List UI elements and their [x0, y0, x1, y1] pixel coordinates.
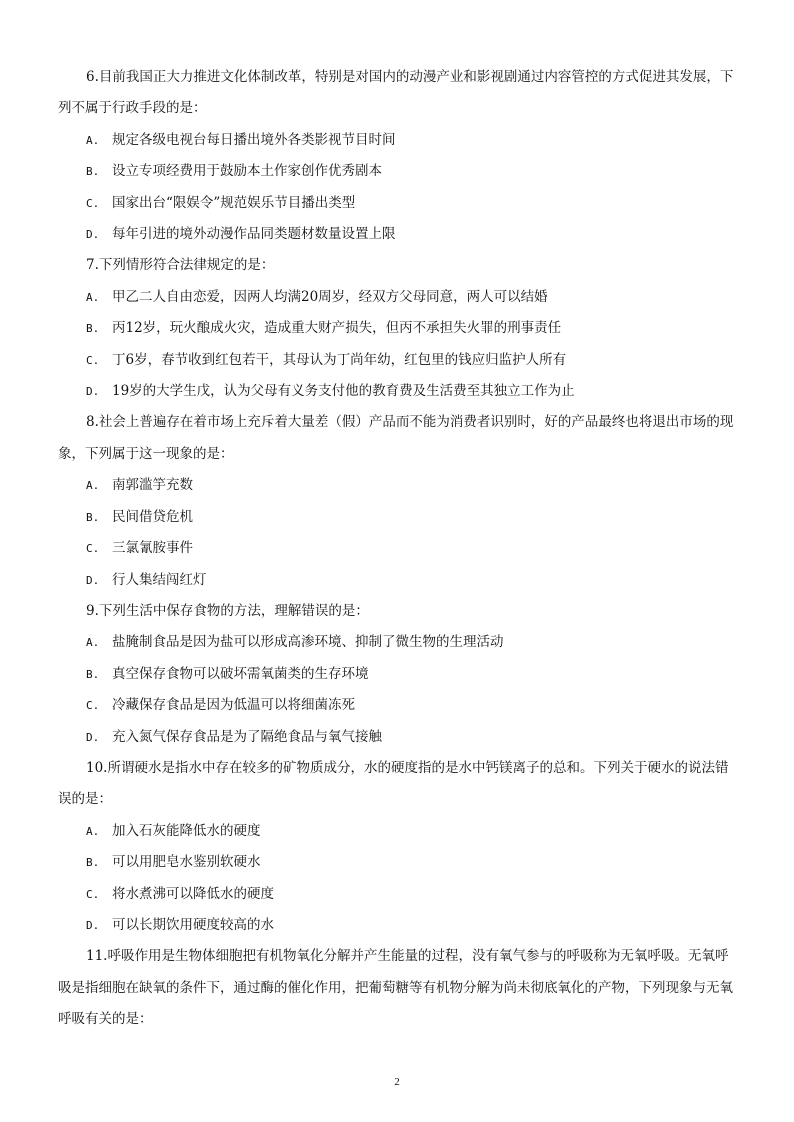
option-letter: A. [86, 133, 100, 147]
page-number: 2 [394, 1076, 400, 1088]
option-letter: C. [86, 699, 100, 713]
document-page [58, 62, 738, 1036]
option-d [58, 565, 738, 596]
option-d [58, 376, 738, 407]
option-letter: C. [86, 196, 100, 210]
option-letter: D. [86, 228, 100, 242]
option-text: 丙12岁，玩火酿成火灾，造成重大财产损失，但丙不承担失火罪的刑事责任 [112, 320, 562, 337]
option-b [58, 502, 738, 533]
question-10 [58, 753, 738, 941]
option-letter: C. [86, 887, 100, 901]
option-letter: D. [86, 573, 100, 587]
option-text: 规定各级电视台每日播出境外各类影视节目时间 [112, 131, 396, 148]
option-letter: B. [86, 510, 100, 524]
question-stem: 11.呼吸作用是生物体细胞把有机物氧化分解并产生能量的过程，没有氧气参与的呼吸称为无氧呼吸。无氧呼吸是指细胞在缺氧的条件下，通过酶的催化作用，把葡萄糖等有机物分解为尚未彻底氧化的产物，下列现象与无氧呼吸有关的是： [58, 948, 733, 1028]
question-stem: 10.所谓硬水是指水中存在较多的矿物质成分，水的硬度指的是水中钙镁离子的总和。下列关于硬水的说法错误的是： [58, 759, 729, 808]
option-letter: D. [86, 385, 100, 399]
option-letter: C. [86, 353, 100, 367]
option-letter: A. [86, 479, 100, 493]
option-b [58, 156, 738, 187]
option-text: 可以用肥皂水鉴别软硬水 [112, 854, 261, 871]
option-letter: C. [86, 542, 100, 556]
question-stem: 7.下列情形符合法律规定的是： [86, 257, 275, 274]
question-9 [58, 596, 738, 753]
option-c [58, 690, 738, 721]
option-a [58, 627, 738, 658]
option-letter: A. [86, 290, 100, 304]
option-c [58, 533, 738, 564]
question-6 [58, 62, 738, 250]
option-text: 甲乙二人自由恋爱，因两人均满20周岁，经双方父母同意，两人可以结婚 [112, 288, 548, 305]
question-8 [58, 407, 738, 595]
option-text: 设立专项经费用于鼓励本土作家创作优秀剧本 [112, 163, 382, 180]
option-text: 将水煮沸可以降低水的硬度 [112, 885, 274, 902]
option-text: 19岁的大学生戊，认为父母有义务支付他的教育费及生活费至其独立工作为止 [112, 383, 575, 400]
option-text: 南郭滥竽充数 [112, 477, 193, 494]
option-text: 真空保存食物可以破坏需氧菌类的生存环境 [112, 665, 369, 682]
question-stem: 6.目前我国正大力推进文化体制改革，特别是对国内的动漫产业和影视剧通过内容管控的方式促进其发展，下列不属于行政手段的是： [58, 69, 734, 117]
option-c [58, 345, 738, 376]
question-stem: 9.下列生活中保存食物的方法，理解错误的是： [86, 602, 369, 619]
question-7 [58, 250, 738, 407]
option-b [58, 313, 738, 344]
option-a [58, 282, 738, 313]
option-text: 民间借贷危机 [112, 508, 193, 525]
option-text: 加入石灰能降低水的硬度 [112, 822, 261, 839]
option-text: 充入氮气保存食品是为了隔绝食品与氧气接触 [112, 728, 382, 745]
option-letter: A. [86, 824, 100, 838]
option-a [58, 470, 738, 501]
option-letter: A. [86, 636, 100, 650]
option-c [58, 188, 738, 219]
question-11 [58, 941, 738, 1035]
option-letter: B. [86, 667, 100, 681]
option-text: 国家出台“限娱令”规范娱乐节目播出类型 [112, 194, 356, 211]
option-text: 每年引进的境外动漫作品同类题材数量设置上限 [112, 226, 396, 243]
option-d [58, 722, 738, 753]
option-b [58, 847, 738, 878]
option-letter: B. [86, 322, 100, 336]
option-letter: D. [86, 918, 100, 932]
option-text: 盐腌制食品是因为盐可以形成高渗环境、抑制了微生物的生理活动 [112, 634, 504, 651]
option-text: 行人集结闯红灯 [112, 571, 207, 588]
option-letter: B. [86, 165, 100, 179]
option-a [58, 125, 738, 156]
option-b [58, 659, 738, 690]
option-letter: B. [86, 856, 100, 870]
option-d [58, 219, 738, 250]
option-c [58, 879, 738, 910]
option-text: 三氯氰胺事件 [112, 540, 193, 557]
option-text: 丁6岁，春节收到红包若干，其母认为丁尚年幼，红包里的钱应归监护人所有 [112, 351, 567, 368]
option-letter: D. [86, 730, 100, 744]
option-text: 冷藏保存食品是因为低温可以将细菌冻死 [112, 697, 355, 714]
question-stem: 8.社会上普遍存在着市场上充斥着大量差（假）产品而不能为消费者识别时，好的产品最终也将退出市场的现象，下列属于这一现象的是： [58, 414, 734, 462]
option-text: 可以长期饮用硬度较高的水 [112, 916, 274, 933]
option-a [58, 816, 738, 847]
option-d [58, 910, 738, 941]
